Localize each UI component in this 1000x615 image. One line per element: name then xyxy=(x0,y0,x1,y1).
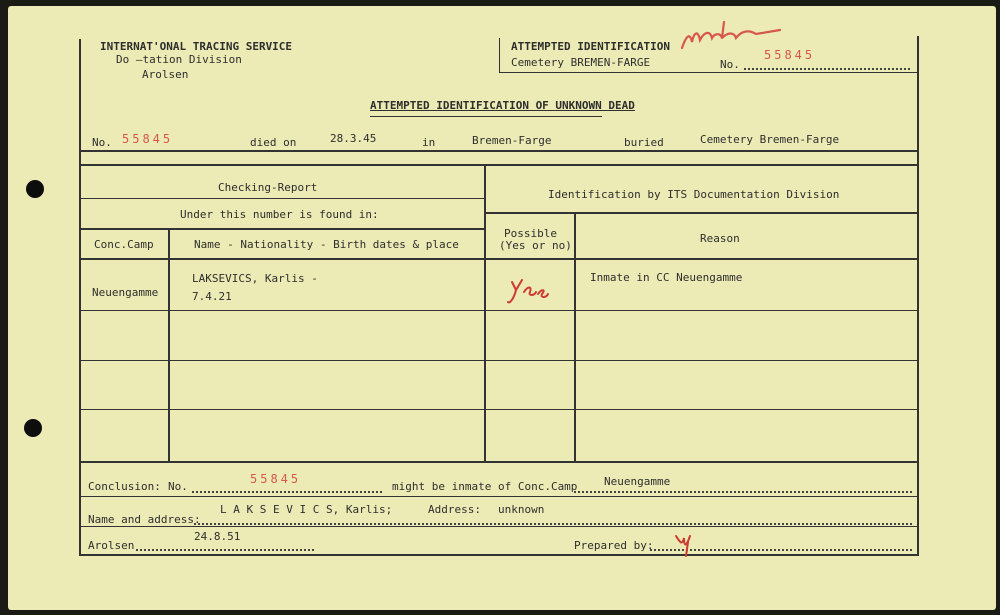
row-line-2 xyxy=(80,360,918,361)
place-label: Arolsen xyxy=(88,539,135,552)
table-bottom-line xyxy=(80,461,918,463)
header-box-title: ATTEMPTED IDENTIFICATION xyxy=(511,40,670,53)
conclusion-separator xyxy=(80,496,918,497)
frame-left xyxy=(79,39,81,556)
col-header-possible-2: (Yes or no) xyxy=(499,239,572,252)
conclusion-no-value: 55845 xyxy=(250,472,302,486)
col-header-possible-1: Possible xyxy=(504,227,557,240)
conclusion-no-label: No. xyxy=(168,480,188,493)
header-row-bottom xyxy=(80,258,918,260)
frame-right xyxy=(917,36,919,556)
col-header-camp: Conc.Camp xyxy=(94,238,154,251)
name-address-line xyxy=(194,523,912,525)
possible-handwritten xyxy=(506,272,550,308)
row-camp: Neuengamme xyxy=(92,286,159,299)
header-box-no-line xyxy=(744,68,910,70)
frame-bottom xyxy=(79,554,919,556)
punch-hole-bottom xyxy=(24,419,42,437)
record-underline xyxy=(80,150,918,152)
header-box-bottom xyxy=(499,72,917,73)
header-box-no-value: 55845 xyxy=(764,48,816,62)
row-name: LAKSEVICS, Karlis - xyxy=(192,272,318,285)
name-address-value: L A K S E V I C S, Karlis; xyxy=(220,503,393,516)
record-no-value: 55845 xyxy=(122,132,174,146)
col-divider-camp xyxy=(168,228,170,461)
col-divider-possible xyxy=(574,212,576,461)
table-top-line xyxy=(80,164,918,166)
org-division: Do —tation Division xyxy=(116,53,242,66)
record-card xyxy=(8,6,996,610)
record-place-value: Bremen-Farge xyxy=(472,134,552,147)
prepared-label: Prepared by: xyxy=(574,539,654,552)
checking-subtitle: Under this number is found in: xyxy=(180,208,379,221)
header-box-left xyxy=(499,38,500,72)
checking-title-line xyxy=(80,198,484,199)
header-box-no-label: No. xyxy=(720,58,740,71)
conclusion-camp-line xyxy=(574,491,912,493)
page-title: ATTEMPTED IDENTIFICATION OF UNKNOWN DEAD xyxy=(370,99,635,112)
record-buried-value: Cemetery Bremen-Farge xyxy=(700,133,840,146)
checking-title: Checking-Report xyxy=(218,181,318,194)
record-in-label: in xyxy=(422,136,436,149)
conclusion-camp-value: Neuengamme xyxy=(604,475,671,488)
date-line xyxy=(136,549,314,551)
conclusion-label: Conclusion: xyxy=(88,480,161,493)
record-died-label: died on xyxy=(250,136,297,149)
row-birth: 7.4.21 xyxy=(192,290,232,303)
col-header-reason: Reason xyxy=(700,232,740,245)
record-died-value: 28.3.45 xyxy=(330,132,377,145)
record-no-label: No. xyxy=(92,136,112,149)
conclusion-no-line xyxy=(192,491,382,493)
name-separator xyxy=(80,526,918,527)
col-header-name: Name - Nationality - Birth dates & place xyxy=(194,238,459,251)
conclusion-might-text: might be inmate of Conc.Camp xyxy=(392,480,578,493)
record-buried-label: buried xyxy=(624,136,664,149)
identification-title: Identification by ITS Documentation Division xyxy=(548,188,840,201)
org-city: Arolsen xyxy=(142,68,189,81)
address-value: unknown xyxy=(498,503,545,516)
row-line-3 xyxy=(80,409,918,410)
identification-title-line xyxy=(484,212,918,214)
org-name: INTERNAT'ONAL TRACING SERVICE xyxy=(100,40,293,53)
handwritten-note xyxy=(676,18,786,54)
title-underline-extra xyxy=(370,116,602,117)
date-value: 24.8.51 xyxy=(194,530,241,543)
header-box-cemetery: Cemetery BREMEN-FARGE xyxy=(511,56,651,69)
punch-hole-top xyxy=(26,180,44,198)
address-label: Address: xyxy=(428,503,481,516)
header-row-top xyxy=(80,228,484,230)
row-reason: Inmate in CC Neuengamme xyxy=(590,271,743,284)
table-divider-main xyxy=(484,164,486,461)
row-line-1 xyxy=(80,310,918,311)
preparer-initials xyxy=(672,528,700,558)
name-address-label: Name and address: xyxy=(88,513,201,526)
